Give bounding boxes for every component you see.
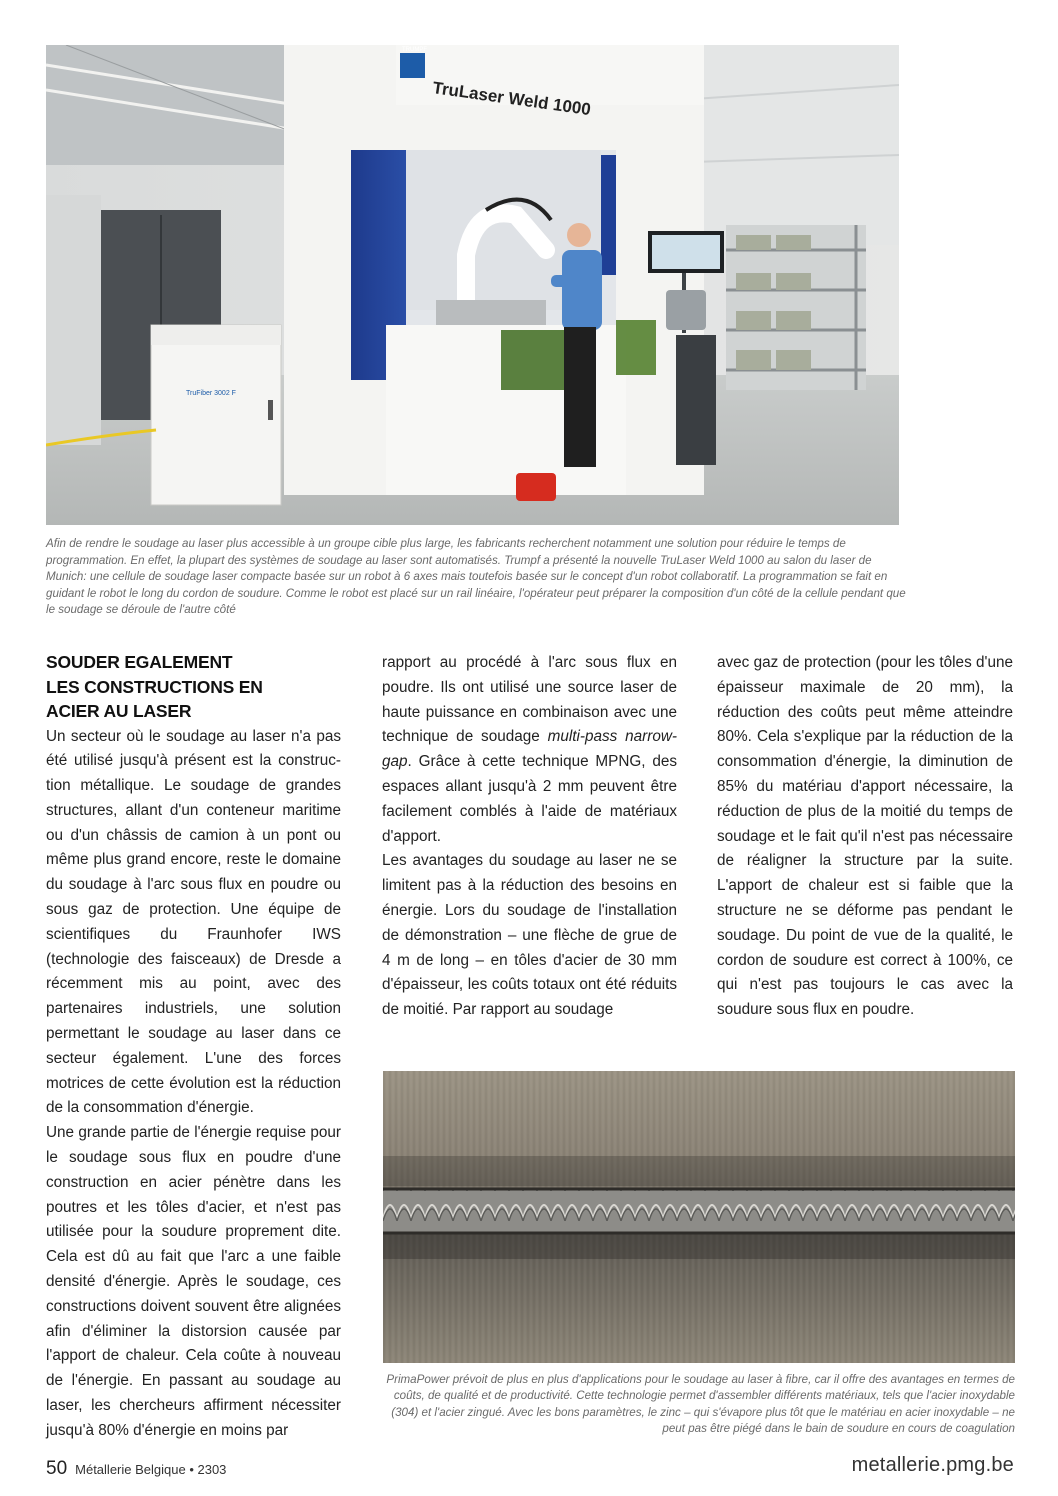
photo-weld-seam: [383, 1071, 1015, 1363]
machine-label: TruLaser Weld 1000: [431, 78, 592, 120]
heading-line-3: ACIER AU LASER: [46, 701, 192, 721]
footer-left: [46, 1458, 226, 1480]
paragraph-mpng-start: rapport au procédé à l'arc sous flux en poudre. Ils ont utilisé une source laser de haute puissance en combinaison avec une technique de soudage: [382, 654, 677, 746]
paragraph-intro: Un secteur où le soudage au laser n'a pas été utilisé jusqu'à présent est la construction métallique. Le soudage de grandes structures, allant d'un conteneur maritime ou d'un châssis de camion à un pont ou même plus grand encore, reste le domaine du soudage à l'arc sous flux en poudre ou sous gaz de protection. Une équipe de scientifiques du Fraunhofer IWS (technologie des faisceaux) de Dresde a récemment mis au point, avec des partenaires industriels, une solution permettant le soudage au laser dans ce secteur également. L'une des forces motrices de cette évolution est la réduction de la consommation d'énergie.: [46, 727, 341, 1117]
website-link[interactable]: metallerie.pmg.be: [851, 1454, 1014, 1476]
article-heading: [46, 650, 341, 724]
paragraph-mpng-end: . Grâce à cette technique MPNG, des espaces allant jusqu'à 2 mm peuvent être facilement comblés à l'aide de matériaux d'apport.: [382, 753, 677, 845]
heading-line-2: LES CONSTRUCTIONS EN: [46, 676, 263, 697]
heading-line-1: SOUDER EGALEMENT: [46, 652, 233, 672]
photo-trulaser-weld-cell: [46, 45, 899, 525]
article-column-2: [382, 651, 677, 1023]
article-column-1: [46, 650, 341, 1444]
unit-label: TruFiber 3002 F: [186, 390, 236, 397]
paragraph-advantages: Les avantages du soudage au laser ne se limitent pas à la réduction des besoins en énergie. Lors du soudage de l'installation de démonstration – une flèche de grue de 4 m de long – en tôles d'acier de 30 mm d'épaisseur, les coûts totaux ont été réduits de moitié. Par rapport au soudage: [382, 852, 677, 1019]
paragraph-costs: avec gaz de protection (pour les tôles d'une épaisseur maximale de 20 mm), la réduction des coûts peut même atteindre 80%. Cela s'explique par la réduction de la consommation d'énergie, la diminution de 85% du matériau d'apport nécessaire, la réduction de plus de la moitié du temps de soudage et le fait qu'il n'est pas nécessaire de réaligner la structure par la suite. L'apport de chaleur est si faible que la structure ne se déforme pas pendant le soudage. Du point de vue de la qualité, le cordon de soudure est correct à 100%, ce qui n'est pas toujours le cas avec la soudure sous flux en poudre.: [717, 654, 1013, 1019]
technique-name: multi-pass narrow-gap: [382, 728, 677, 771]
article-column-3: [717, 651, 1013, 1023]
weld-illustration: [383, 1071, 1015, 1363]
brand-label: TRUMPF: [402, 47, 427, 53]
top-photo-caption: Afin de rendre le soudage au laser plus accessible à un groupe cible plus large, les fabricants recherchent notamment une solution pour réduire le temps de programmation. En effet, la plupart des systèmes de soudage au laser sont automatisés. Trumpf a présenté la nouvelle TruLaser Weld 1000 au salon du laser de Munich: une cellule de soudage laser compacte basée sur un robot à 6 axes mais toutefois basée sur le concept d'un robot collaboratif. La programmation se fait en guidant le robot le long du cordon de soudure. Comme le robot est placé sur un rail linéaire, l'opérateur peut préparer la composition d'un côté de la cellule pendant que le soudage se déroule de l'autre côté: [46, 537, 906, 616]
page-number: 50: [46, 1458, 68, 1479]
publication-name: Métallerie Belgique • 2303: [75, 1462, 227, 1477]
paragraph-mpng: [382, 651, 677, 849]
photo-illustration: [46, 45, 899, 525]
paragraph-energy: Une grande partie de l'énergie requise pour le soudage sous flux en poudre d'une construction en acier pénètre dans les poutres et les tôles d'acier, et n'est pas utilisée pour la soudure proprement dite. Cela est dû au fait que l'arc a une faible densité d'énergie. Après le soudage, ces constructions doivent souvent être alignées afin d'éliminer la distorsion causée par l'apport de chaleur. Cela coûte à nouveau de l'énergie. En passant au soudage au laser, les chercheurs affirment nécessiter jusqu'à 80% d'énergie en moins par: [46, 1124, 341, 1439]
weld-photo-caption: PrimaPower prévoit de plus en plus d'applications pour le soudage au laser à fibre, car il offre des avantages en termes de coûts, de qualité et de productivité. Cette technologie permet d'assembler différents matériaux, tels que l'acier inoxydable (304) et l'acier zingué. Avec les bons paramètres, le zinc – qui s'évapore plus tôt que le matériau en acier inoxydable – ne peut pas être piégé dans le bain de soudure en cours de coagulation: [386, 1373, 1015, 1436]
